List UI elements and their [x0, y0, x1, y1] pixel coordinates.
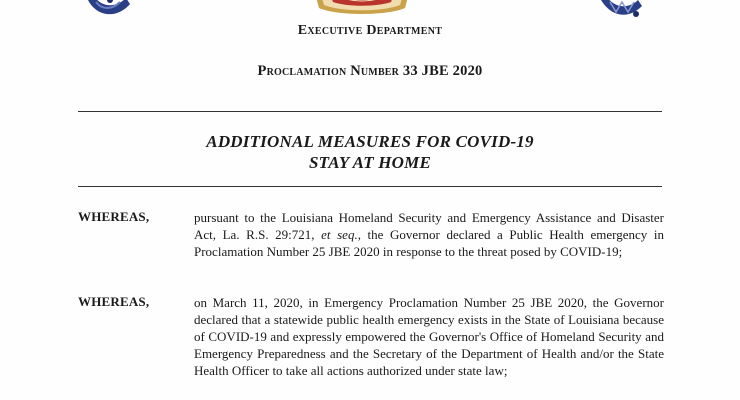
- state-seal-icon: [307, 0, 417, 16]
- divider-bottom: [78, 186, 662, 187]
- whereas-label: WHEREAS,: [78, 209, 150, 224]
- proclamation-title: [0, 131, 740, 173]
- whereas-text: pursuant to the Louisiana Homeland Security and Emergency Assistance and Disaster Act, La. R.S. 29:721, et seq., the Governor declared a Public Health emergency in Proclamation Number 25 JBE 2020 in response to the threat posed by COVID-19;: [194, 210, 664, 259]
- title-line-1: ADDITIONAL MEASURES FOR COVID-19: [206, 132, 534, 151]
- pelican-emblem-left-icon: [86, 0, 132, 18]
- proclamation-number-heading: Proclamation Number 33 JBE 2020: [257, 63, 483, 79]
- department-heading: Executive Department: [297, 23, 443, 38]
- pelican-emblem-right-icon: [596, 0, 646, 22]
- whereas-label: WHEREAS,: [78, 294, 150, 309]
- title-line-2: STAY AT HOME: [308, 153, 432, 172]
- divider-top: [78, 111, 662, 112]
- whereas-text: on March 11, 2020, in Emergency Proclamation Number 25 JBE 2020, the Governor declared that a statewide public health emergency exists in the State of Louisiana because of COVID-19 and expressly empowered the Governor's Office of Homeland Security and Emergency Preparedness and the Secretary of the Department of Health and/or the State Health Officer to take all actions authorized under state law;: [194, 295, 664, 378]
